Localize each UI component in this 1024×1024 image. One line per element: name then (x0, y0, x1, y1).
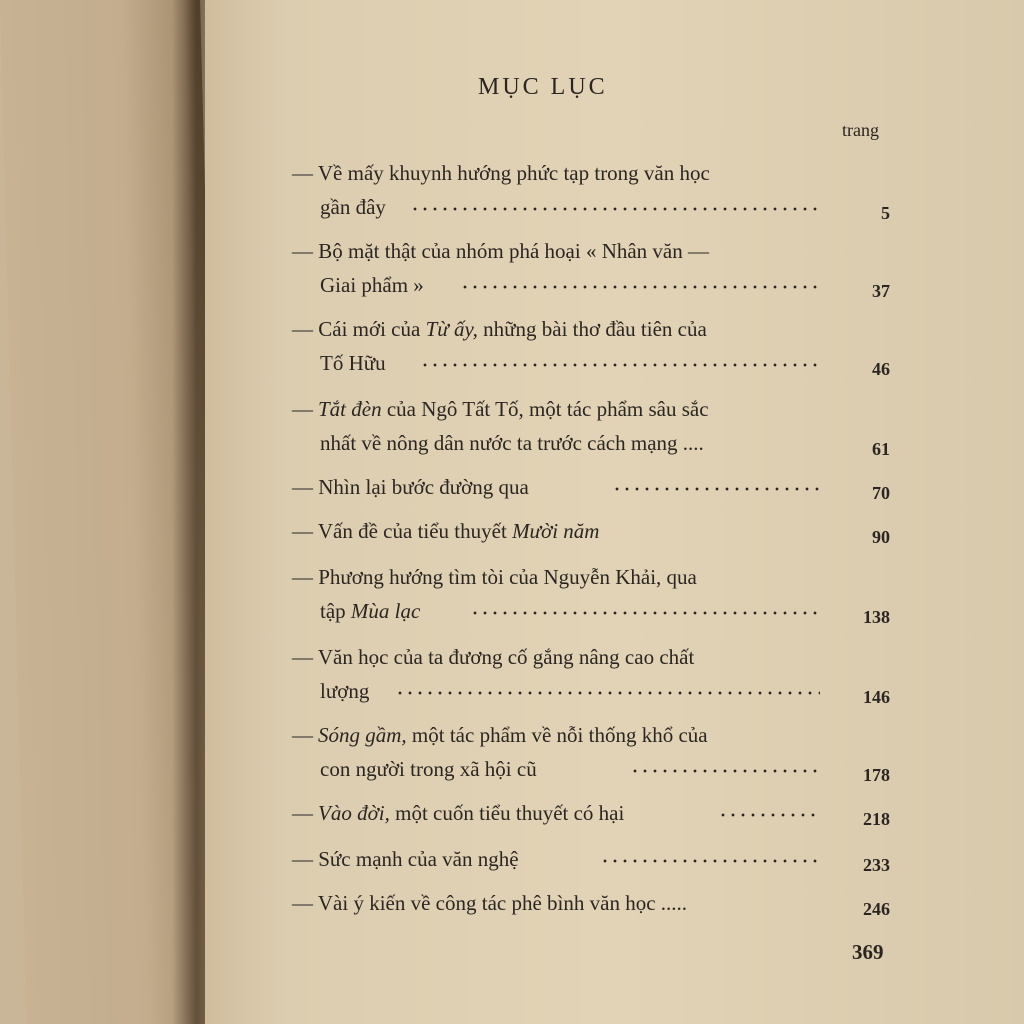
entry-line: tập Mùa lạc (320, 599, 421, 623)
entry-line: — Tắt đèn của Ngô Tất Tố, một tác phẩm sâu sắc (292, 397, 709, 421)
entry-line: — Văn học của ta đương cố gắng nâng cao chất (292, 645, 695, 669)
page-column-header: trang (842, 120, 879, 140)
leader-dots (612, 487, 820, 491)
entry-line: — Cái mới của Từ ấy, những bài thơ đầu tiên của (292, 317, 707, 341)
entry-line: — Về mấy khuynh hướng phức tạp trong văn học (292, 161, 710, 185)
entry-line: — Vào đời, một cuốn tiểu thuyết có hại (292, 801, 625, 825)
entry-line: — Vài ý kiến về công tác phê bình văn học ..... (292, 891, 688, 915)
entry-line: Tố Hữu (320, 351, 386, 375)
page-number: 61 (872, 439, 890, 459)
entry-line: gần đây (320, 195, 386, 219)
page-number: 233 (863, 855, 890, 875)
entry-line: lượng (320, 679, 370, 703)
entry-line: — Nhìn lại bước đường qua (292, 475, 529, 499)
page-number: 138 (863, 607, 890, 627)
entry-line: Giai phẩm » (320, 273, 424, 297)
entry-line: — Sóng gầm, một tác phẩm về nỗi thống khổ của (292, 723, 708, 747)
leader-dots (600, 859, 820, 863)
leader-dots (395, 691, 820, 695)
page-number: 146 (863, 687, 890, 707)
leader-dots (420, 363, 820, 367)
page-number: 70 (872, 483, 890, 503)
entry-line: — Sức mạnh của văn nghệ (292, 847, 519, 871)
leader-dots (460, 285, 820, 289)
page-number: 37 (872, 281, 890, 301)
entry-line: — Phương hướng tìm tòi của Nguyễn Khải, qua (292, 565, 697, 589)
page-number: 218 (863, 809, 890, 829)
leader-dots (410, 207, 820, 211)
entry-line: — Bộ mặt thật của nhóm phá hoại « Nhân văn — (292, 239, 709, 263)
page-number: 46 (872, 359, 890, 379)
page-number: 90 (872, 527, 890, 547)
leader-dots (630, 769, 820, 773)
page-title: MỤC LỤC (478, 74, 608, 100)
page-number: 178 (863, 765, 890, 785)
leader-dots (718, 813, 820, 817)
entry-line: nhất về nông dân nước ta trước cách mạng .... (320, 431, 704, 455)
entry-line: — Vấn đề của tiểu thuyết Mười năm (292, 519, 600, 543)
page-number: 246 (863, 899, 890, 919)
leader-dots (470, 611, 820, 615)
folio-page-number: 369 (852, 940, 884, 964)
entry-line: con người trong xã hội cũ (320, 757, 537, 781)
page-number: 5 (881, 203, 890, 223)
